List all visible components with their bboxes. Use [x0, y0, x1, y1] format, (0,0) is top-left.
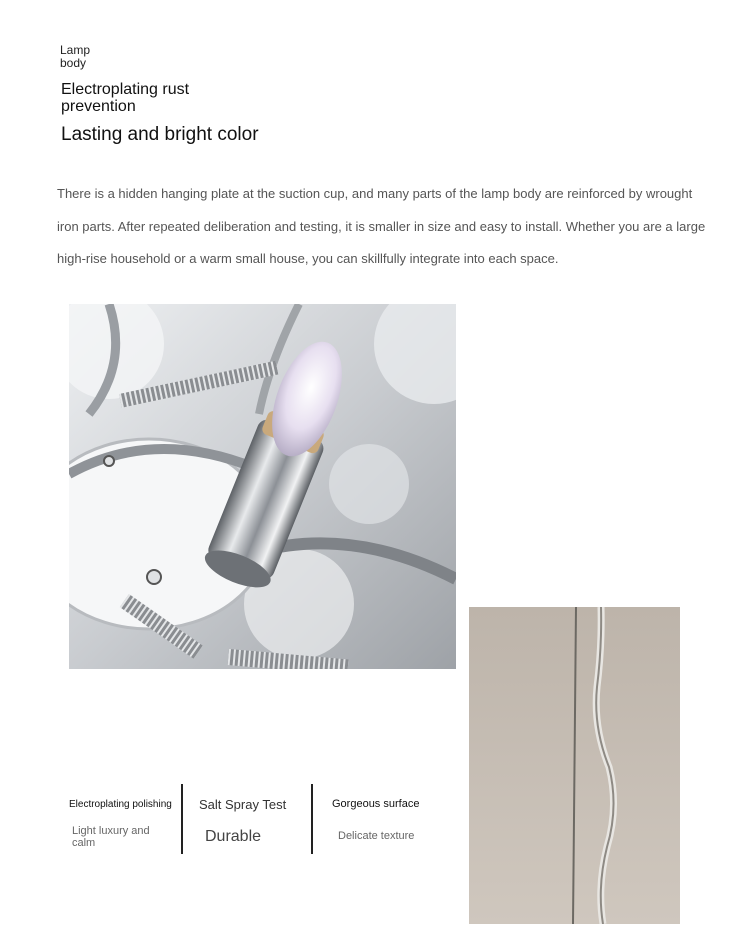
divider [311, 784, 313, 854]
feature-detail-salt-spray: Durable [205, 828, 262, 845]
description-paragraph: There is a hidden hanging plate at the suction cup, and many parts of the lamp body are reinforced by wrought iron parts. After repeated deliberation and testing, it is smaller in size and easy to install. Whether you are a large high-rise household or a warm small house, you can skillfully integrate into each space. [57, 186, 706, 266]
feature-detail-gorgeous-surface: Delicate texture [338, 830, 415, 842]
feature-title-salt-spray: Salt Spray Test [199, 797, 287, 812]
feature-detail-electroplating: Light luxury and calm [72, 825, 150, 849]
lamp-detail-illustration [69, 304, 456, 669]
lamp-detail-photo [69, 304, 456, 669]
subheadline: Lasting and bright color [61, 124, 259, 145]
headline: Electroplating rust prevention [61, 81, 190, 115]
feature-title-electroplating: Electroplating polishing [69, 799, 172, 810]
lamp-body-label: Lamp body [60, 43, 91, 70]
feature-title-gorgeous-surface: Gorgeous surface [332, 798, 420, 810]
divider [181, 784, 183, 854]
rod-closeup-illustration [469, 607, 680, 924]
rod-closeup-photo [469, 607, 680, 924]
